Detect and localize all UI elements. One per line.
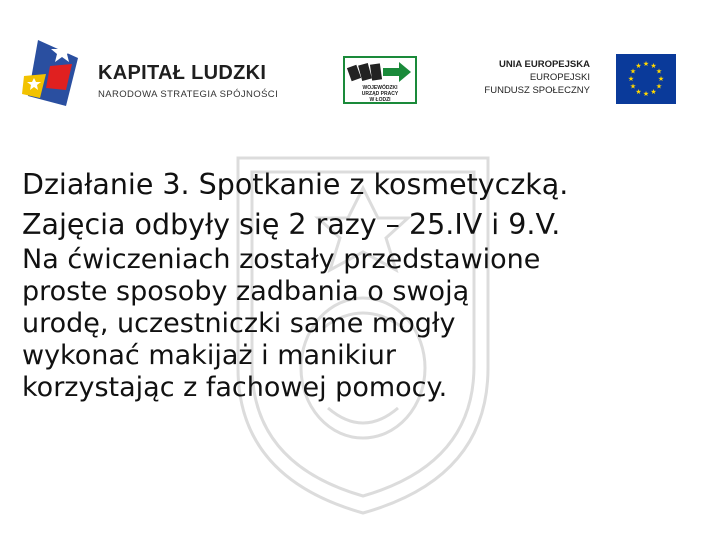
- svg-text:★: ★: [642, 90, 650, 98]
- eu-efs-logo: [478, 52, 688, 108]
- content-line-7: korzystając z fachowej pomocy.: [22, 372, 448, 403]
- eu-text: [478, 58, 590, 97]
- eu-line-3: FUNDUSZ SPOŁECZNY: [484, 85, 590, 96]
- wup-line-2: URZĄD PRACY: [361, 91, 399, 97]
- wup-line-3: W ŁODZI: [369, 97, 391, 103]
- eu-line-1: UNIA EUROPEJSKA: [499, 59, 590, 70]
- kapital-ludzki-logo: [20, 36, 300, 116]
- svg-text:★: ★: [655, 82, 663, 91]
- svg-text:★: ★: [629, 82, 637, 91]
- content-line-4: proste sposoby zadbania o swoją: [22, 276, 470, 307]
- svg-text:★: ★: [642, 60, 650, 68]
- svg-text:★: ★: [627, 75, 635, 83]
- kapital-ludzki-subtitle: NARODOWA STRATEGIA SPÓJNOŚCI: [98, 89, 279, 100]
- content-text: [22, 164, 712, 404]
- wup-text: [345, 85, 415, 103]
- eu-line-2: EUROPEJSKI: [529, 72, 590, 83]
- eu-flag-icon: [616, 54, 676, 104]
- kapital-ludzki-title: KAPITAŁ LUDZKI: [98, 62, 267, 84]
- svg-text:★: ★: [650, 62, 657, 70]
- svg-text:★: ★: [657, 75, 665, 83]
- svg-text:★: ★: [635, 62, 642, 70]
- wup-arrow-icon: [347, 60, 413, 84]
- svg-text:★: ★: [655, 67, 663, 76]
- content-line-6: wykonać makijaż i manikiur: [22, 340, 397, 371]
- wup-lodz-logo: [343, 56, 417, 104]
- svg-text:★: ★: [635, 88, 642, 96]
- content-line-5: urodę, uczestniczki same mogły: [22, 308, 456, 339]
- content-line-3: Na ćwiczeniach zostały przedstawione: [22, 244, 541, 275]
- svg-text:★: ★: [629, 67, 637, 76]
- kapital-ludzki-emblem-icon: [20, 36, 84, 110]
- svg-text:★: ★: [650, 88, 657, 96]
- content-line-2: Zajęcia odbyły się 2 razy – 25.IV i 9.V.: [22, 208, 561, 241]
- content-line-1: Działanie 3. Spotkanie z kosmetyczką.: [22, 168, 569, 201]
- wup-line-1: WOJEWÓDZKI: [362, 85, 398, 91]
